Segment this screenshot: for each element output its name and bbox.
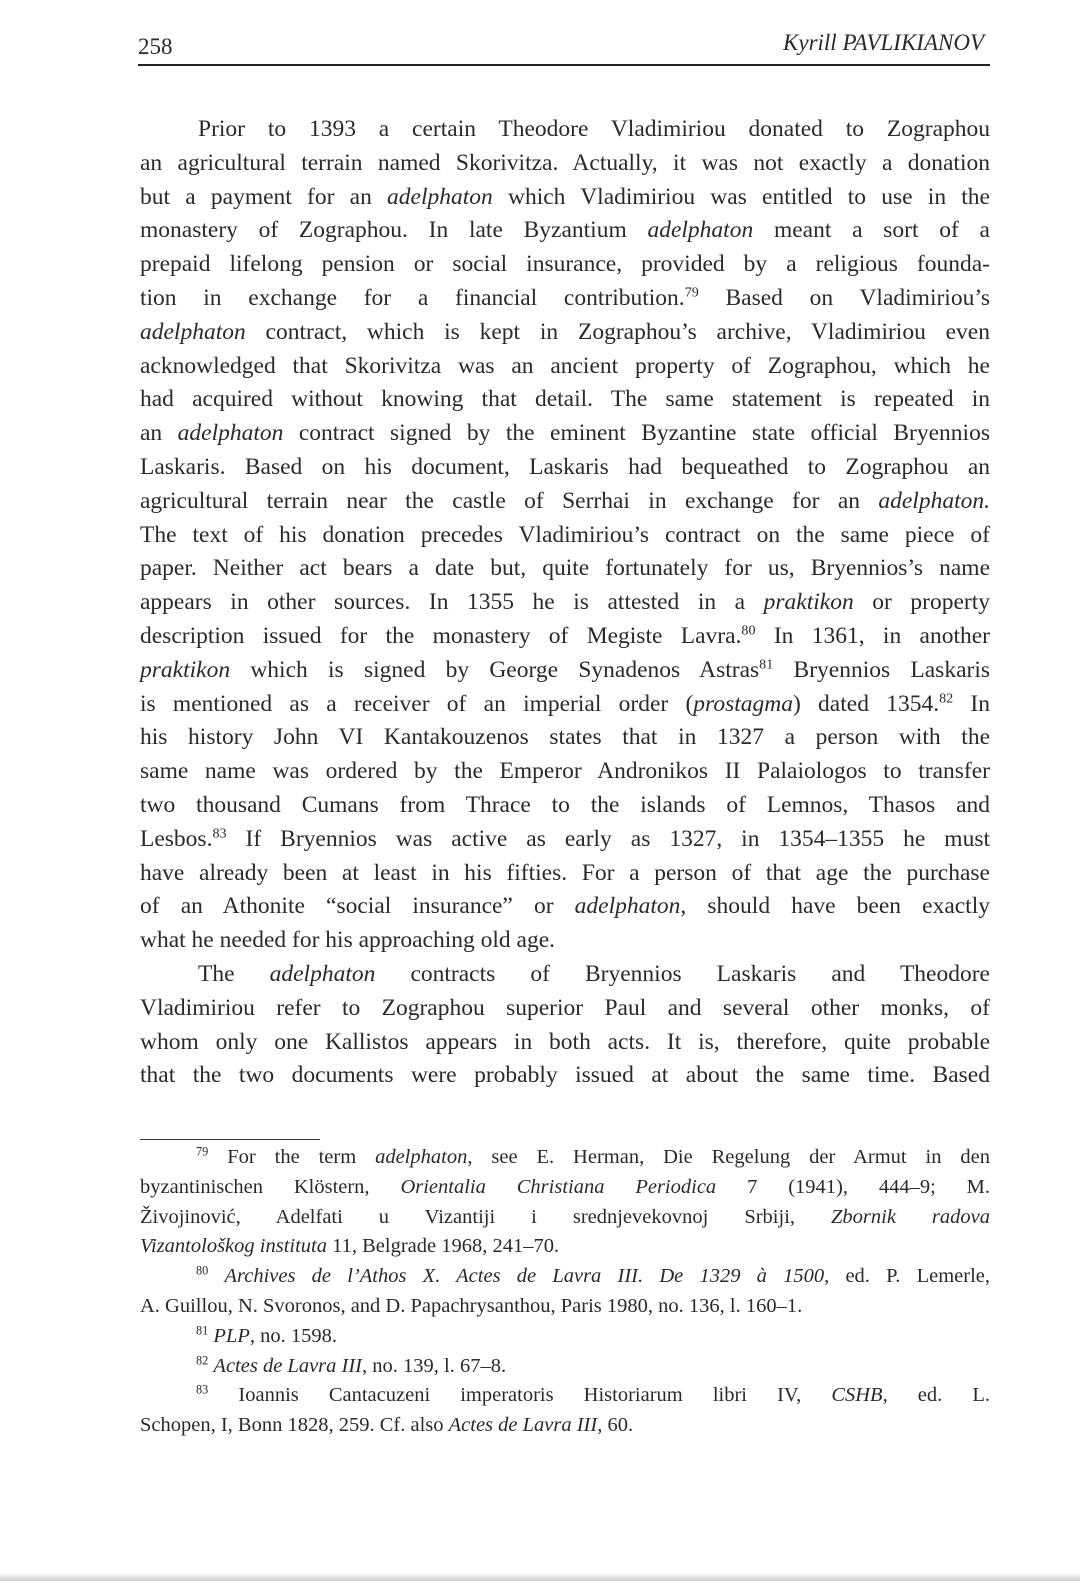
text-run: In <box>953 690 991 717</box>
text-run: paper. Neither act bears a date but, quite fortunately for us, Bryennios’s name <box>140 555 990 582</box>
text-run: A. Guillou, N. Svoronos, and D. Papachrysanthou, Paris 1980, no. 136, l. 160–1. <box>140 1294 803 1317</box>
italic-text: Actes de Lavra III <box>448 1414 598 1437</box>
text-run: Vladimiriou refer to Zographou superior Paul and several other monks, of <box>140 994 990 1021</box>
body-line <box>140 181 990 215</box>
text-run: Based on Vladimiriou’s <box>698 284 991 311</box>
body-line <box>140 519 990 553</box>
page-number: 258 <box>138 34 173 59</box>
footnote-line <box>140 1352 990 1382</box>
text-run: , 60. <box>597 1414 634 1437</box>
italic-text: prostagma <box>693 690 793 717</box>
footnote-marker: 81 <box>196 1323 209 1338</box>
text-run: same name was ordered by the Emperor Andronikos II Palaiologos to transfer <box>140 758 990 785</box>
text-run: ) dated 1354. <box>792 690 940 717</box>
text-run: had acquired without knowing that detail. The same statement is repeated in <box>140 386 990 413</box>
text-run: 11, Belgrade 1968, 241–70. <box>326 1235 560 1258</box>
text-run: contract, which is kept in Zographou’s archive, Vladimiriou even <box>245 318 990 345</box>
body-line <box>140 113 990 147</box>
footnote-marker: 79 <box>684 284 699 301</box>
italic-text: adelphaton <box>140 318 246 345</box>
footnote-marker: 82 <box>196 1353 209 1368</box>
footnote-line <box>140 1381 990 1411</box>
body-line <box>140 890 990 924</box>
italic-text: Actes de Lavra III <box>213 1354 362 1377</box>
body-line <box>140 552 990 586</box>
text-run: Prior to 1393 a certain Theodore Vladimiriou donated to Zographou <box>198 116 990 142</box>
footnote-line <box>140 1203 990 1233</box>
text-run: , no. 139, l. 67–8. <box>362 1354 507 1377</box>
text-run: is mentioned as a receiver of an imperial order ( <box>140 690 694 717</box>
body-line <box>140 654 990 688</box>
italic-text: adelphaton <box>375 1146 468 1168</box>
text-run: appears in other sources. In 1355 he is attested in a <box>140 589 764 616</box>
text-run: , no. 1598. <box>249 1324 337 1347</box>
running-head-author: Kyrill PAVLIKIANOV <box>783 30 984 55</box>
italic-text: Orientalia Christiana Periodica <box>400 1175 717 1198</box>
body-line <box>140 857 990 891</box>
body-line <box>140 282 990 316</box>
italic-text: adelphaton <box>177 420 284 447</box>
body-line <box>140 383 990 417</box>
footnote-line <box>140 1292 990 1322</box>
italic-text: Archives de l’Athos X. Actes de Lavra III. De 1329 à 1500 <box>224 1265 825 1288</box>
text-run: Bryennios Laskaris <box>773 656 990 683</box>
text-run: tion in exchange for a financial contribution. <box>140 284 685 311</box>
body-line <box>140 1059 990 1093</box>
body-line <box>140 688 990 722</box>
text-run: or property <box>853 589 991 616</box>
italic-text: adelphaton. <box>878 487 990 514</box>
text-run <box>208 1265 224 1287</box>
italic-text: adelphaton <box>574 893 681 920</box>
body-line <box>140 485 990 519</box>
text-run: two thousand Cumans from Thrace to the islands of Lemnos, Thasos and <box>140 791 990 818</box>
text-run: , ed. P. Lemerle, <box>824 1265 991 1288</box>
footnote-marker: 83 <box>196 1383 209 1397</box>
body-line <box>140 924 990 958</box>
text-run: contracts of Bryennios Laskaris and Theodore <box>375 960 990 987</box>
footnotes <box>140 1143 990 1441</box>
body-line <box>140 755 990 789</box>
text-run: , ed. L. <box>882 1384 990 1407</box>
text-run: of an Athonite “social insurance” or <box>140 893 575 920</box>
body-line <box>140 451 990 485</box>
body-line <box>140 248 990 282</box>
text-run: The <box>198 960 270 987</box>
text-run: prepaid lifelong pension or social insurance, provided by a religious founda- <box>140 251 990 278</box>
text-run: an agricultural terrain named Skorivitza. Actually, it was not exactly a donation <box>140 149 990 176</box>
text-run: The text of his donation precedes Vladimiriou’s contract on the same piece of <box>140 521 990 548</box>
italic-text: adelphaton <box>647 217 754 244</box>
text-run: Laskaris. Based on his document, Laskaris had bequeathed to Zographou an <box>140 453 990 480</box>
text-run: agricultural terrain near the castle of Serrhai in exchange for an <box>140 487 879 514</box>
body-line <box>140 316 990 350</box>
body-line <box>140 147 990 181</box>
text-run: , see E. Herman, Die Regelung der Armut in den <box>467 1146 990 1168</box>
footnote-separator <box>140 1139 320 1140</box>
body-line <box>140 586 990 620</box>
body-line <box>140 1026 990 1060</box>
text-run: For the term <box>208 1146 376 1168</box>
text-run: Živojinović, Adelfati u Vizantiji i srednjevekovnoj Srbiji, <box>140 1205 831 1228</box>
italic-text: praktikon <box>140 656 231 683</box>
text-run: have already been at least in his fifties. For a person of that age the purchase <box>140 859 990 886</box>
footnote-line <box>140 1173 990 1203</box>
text-run: which is signed by George Synadenos Astras <box>230 656 760 683</box>
body-line <box>140 214 990 248</box>
text-run: what he needed for his approaching old age. <box>140 927 556 954</box>
text-run: In 1361, in another <box>755 622 990 649</box>
text-run: acknowledged that Skorivitza was an ancient property of Zographou, which he <box>140 352 990 379</box>
scan-edge <box>0 1573 1080 1581</box>
text-run: byzantinischen Klöstern, <box>140 1175 401 1198</box>
italic-text: CSHB <box>831 1384 883 1407</box>
text-run: an <box>140 420 178 447</box>
footnote-line <box>140 1143 990 1173</box>
body-line <box>140 992 990 1026</box>
italic-text: adelphaton <box>269 960 376 987</box>
body-line <box>140 620 990 654</box>
text-run: description issued for the monastery of Megiste Lavra. <box>140 622 742 649</box>
italic-text: Zbornik radova <box>831 1205 990 1228</box>
running-header <box>138 30 990 66</box>
footnote-marker: 80 <box>196 1263 209 1278</box>
body-line <box>140 417 990 451</box>
body-line <box>140 823 990 857</box>
body-line <box>140 789 990 823</box>
footnote-line <box>140 1411 990 1441</box>
body-line <box>140 958 990 992</box>
footnote-line <box>140 1262 990 1292</box>
text-run: his history John VI Kantakouzenos states that in 1327 a person with the <box>140 724 990 751</box>
text-run: If Bryennios was active as early as 1327, in 1354–1355 he must <box>226 825 990 852</box>
text-run: Lesbos. <box>140 825 213 852</box>
text-run: Ioannis Cantacuzeni imperatoris Historiarum libri IV, <box>208 1384 832 1407</box>
footnote-line <box>140 1322 990 1352</box>
body-line <box>140 350 990 384</box>
text-run: meant a sort of a <box>753 217 990 244</box>
footnote-marker: 81 <box>759 656 774 673</box>
footnote-marker: 80 <box>741 622 756 639</box>
italic-text: Vizantološkog instituta <box>140 1235 327 1258</box>
text-run: contract signed by the eminent Byzantine state official Bryennios <box>283 420 990 447</box>
body-text <box>140 113 990 1093</box>
body-line <box>140 721 990 755</box>
footnote-marker: 82 <box>939 690 954 707</box>
italic-text: adelphaton <box>387 183 493 210</box>
footnote-line <box>140 1232 990 1262</box>
text-run: which Vladimiriou was entitled to use in the <box>492 183 990 210</box>
italic-text: praktikon <box>763 589 854 616</box>
text-run: Schopen, I, Bonn 1828, 259. Cf. also <box>140 1414 449 1437</box>
text-run: monastery of Zographou. In late Byzantium <box>140 217 648 244</box>
text-run: but a payment for an <box>140 183 388 210</box>
footnote-marker: 79 <box>196 1144 209 1159</box>
text-run: , should have been exactly <box>680 893 990 920</box>
text-run: whom only one Kallistos appears in both acts. It is, therefore, quite probable <box>140 1028 990 1055</box>
text-run: 7 (1941), 444–9; M. <box>716 1175 991 1198</box>
footnote-marker: 83 <box>212 825 227 842</box>
italic-text: PLP <box>213 1324 250 1347</box>
text-run: that the two documents were probably issued at about the same time. Based <box>140 1062 990 1089</box>
